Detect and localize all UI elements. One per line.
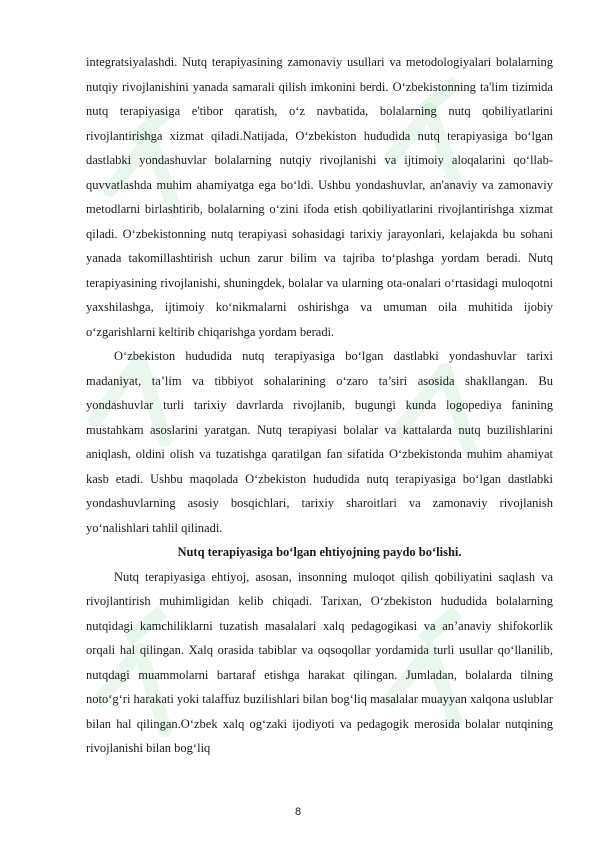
page-number: 8 — [294, 806, 302, 818]
paragraph-continuation: integratsiyalashdi. Nutq terapiyasining zamonaviy usullari va metodologiyalari bolalarning nutqiy rivojlanishini yanada samarali qilish imkonini berdi. O‘zbekistonning ta'lim tizimida nutq terapiyasiga e'tibor qaratish, o‘z navbatida, bolalarning nutq qobiliyatlarini rivojlantirishga xizmat qiladi.Natijada, O‘zbekiston hududida nutq terapiyasiga bo‘lgan dastlabki yondashuvlar bolalarning nutqiy rivojlanishi va ijtimoiy aloqalarini qo‘llab-quvvatlashda muhim ahamiyatga ega bo‘ldi. Ushbu yondashuvlar, an'anaviy va zamonaviy metodlarni birlashtirib, bolalarning o‘zini ifoda etish qobiliyatlarini rivojlantirishga xizmat qiladi. O‘zbekistonning nutq terapiyasi sohasidagi tarixiy jarayonlari, kelajakda bu sohani yanada takomillashtirish uchun zarur bilim va tajriba to‘plashga yordam beradi. Nutq terapiyasining rivojlanishi, shuningdek, bolalar va ularning ota-onalari o‘rtasidagi muloqotni yaxshilashga, ijtimoiy ko‘nikmalarni oshirishga va umuman oila muhitida ijobiy o‘zgarishlarni keltirib chiqarishga yordam beradi. — [86, 55, 553, 339]
paragraph-history: O‘zbekiston hududida nutq terapiyasiga bo‘lgan dastlabki yondashuvlar tarixi madaniyat, ta’lim va tibbiyot sohalarining o‘zaro ta’siri asosida shakllangan. Bu yondashuvlar turli tarixiy davrlarda rivojlanib, bugungi kunda logopediya fanining mustahkam asoslarini yaratgan. Nutq terapiyasi bolalar va kattalarda nutq buzilishlarini aniqlash, oldini olish va tuzatishga qaratilgan fan sifatida O‘zbekistonda muhim ahamiyat kasb etadi. Ushbu maqolada O‘zbekiston hududida nutq terapiyasiga bo‘lgan dastlabki yondashuvlarning asosiy bosqichlari, tarixiy sharoitlari va zamonaviy rivojlanish yo‘nalishlari tahlil qilinadi. — [86, 349, 553, 535]
section-heading: Nutq terapiyasiga bo‘lgan ehtiyojning paydo bo‘lishi. — [177, 545, 462, 559]
paragraph-need: Nutq terapiyasiga ehtiyoj, asosan, insonning muloqot qilish qobiliyatini saqlash va rivojlantirish muhimligidan kelib chiqadi. Tarixan, O‘zbekiston hududida bolalarning nutqidagi kamchiliklarni tuzatish masalalari xalq pedagogikasi va an’anaviy shifokorlik orqali hal qilingan. Xalq orasida tabiblar va oqsoqollar yordamida turli usullar qo‘llanilib, nutqdagi muammolarni bartaraf etishga harakat qilingan. Jumladan, bolalarda tilning noto‘g‘ri harakati yoki talaffuz buzilishlari bilan bog‘liq masalalar muayyan xalqona uslublar bilan hal qilingan.O‘zbek xalq og‘zaki ijodiyoti va pedagogik merosida bolalar nutqining rivojlanishi bilan bog‘liq — [86, 569, 553, 755]
page-body — [86, 50, 553, 761]
